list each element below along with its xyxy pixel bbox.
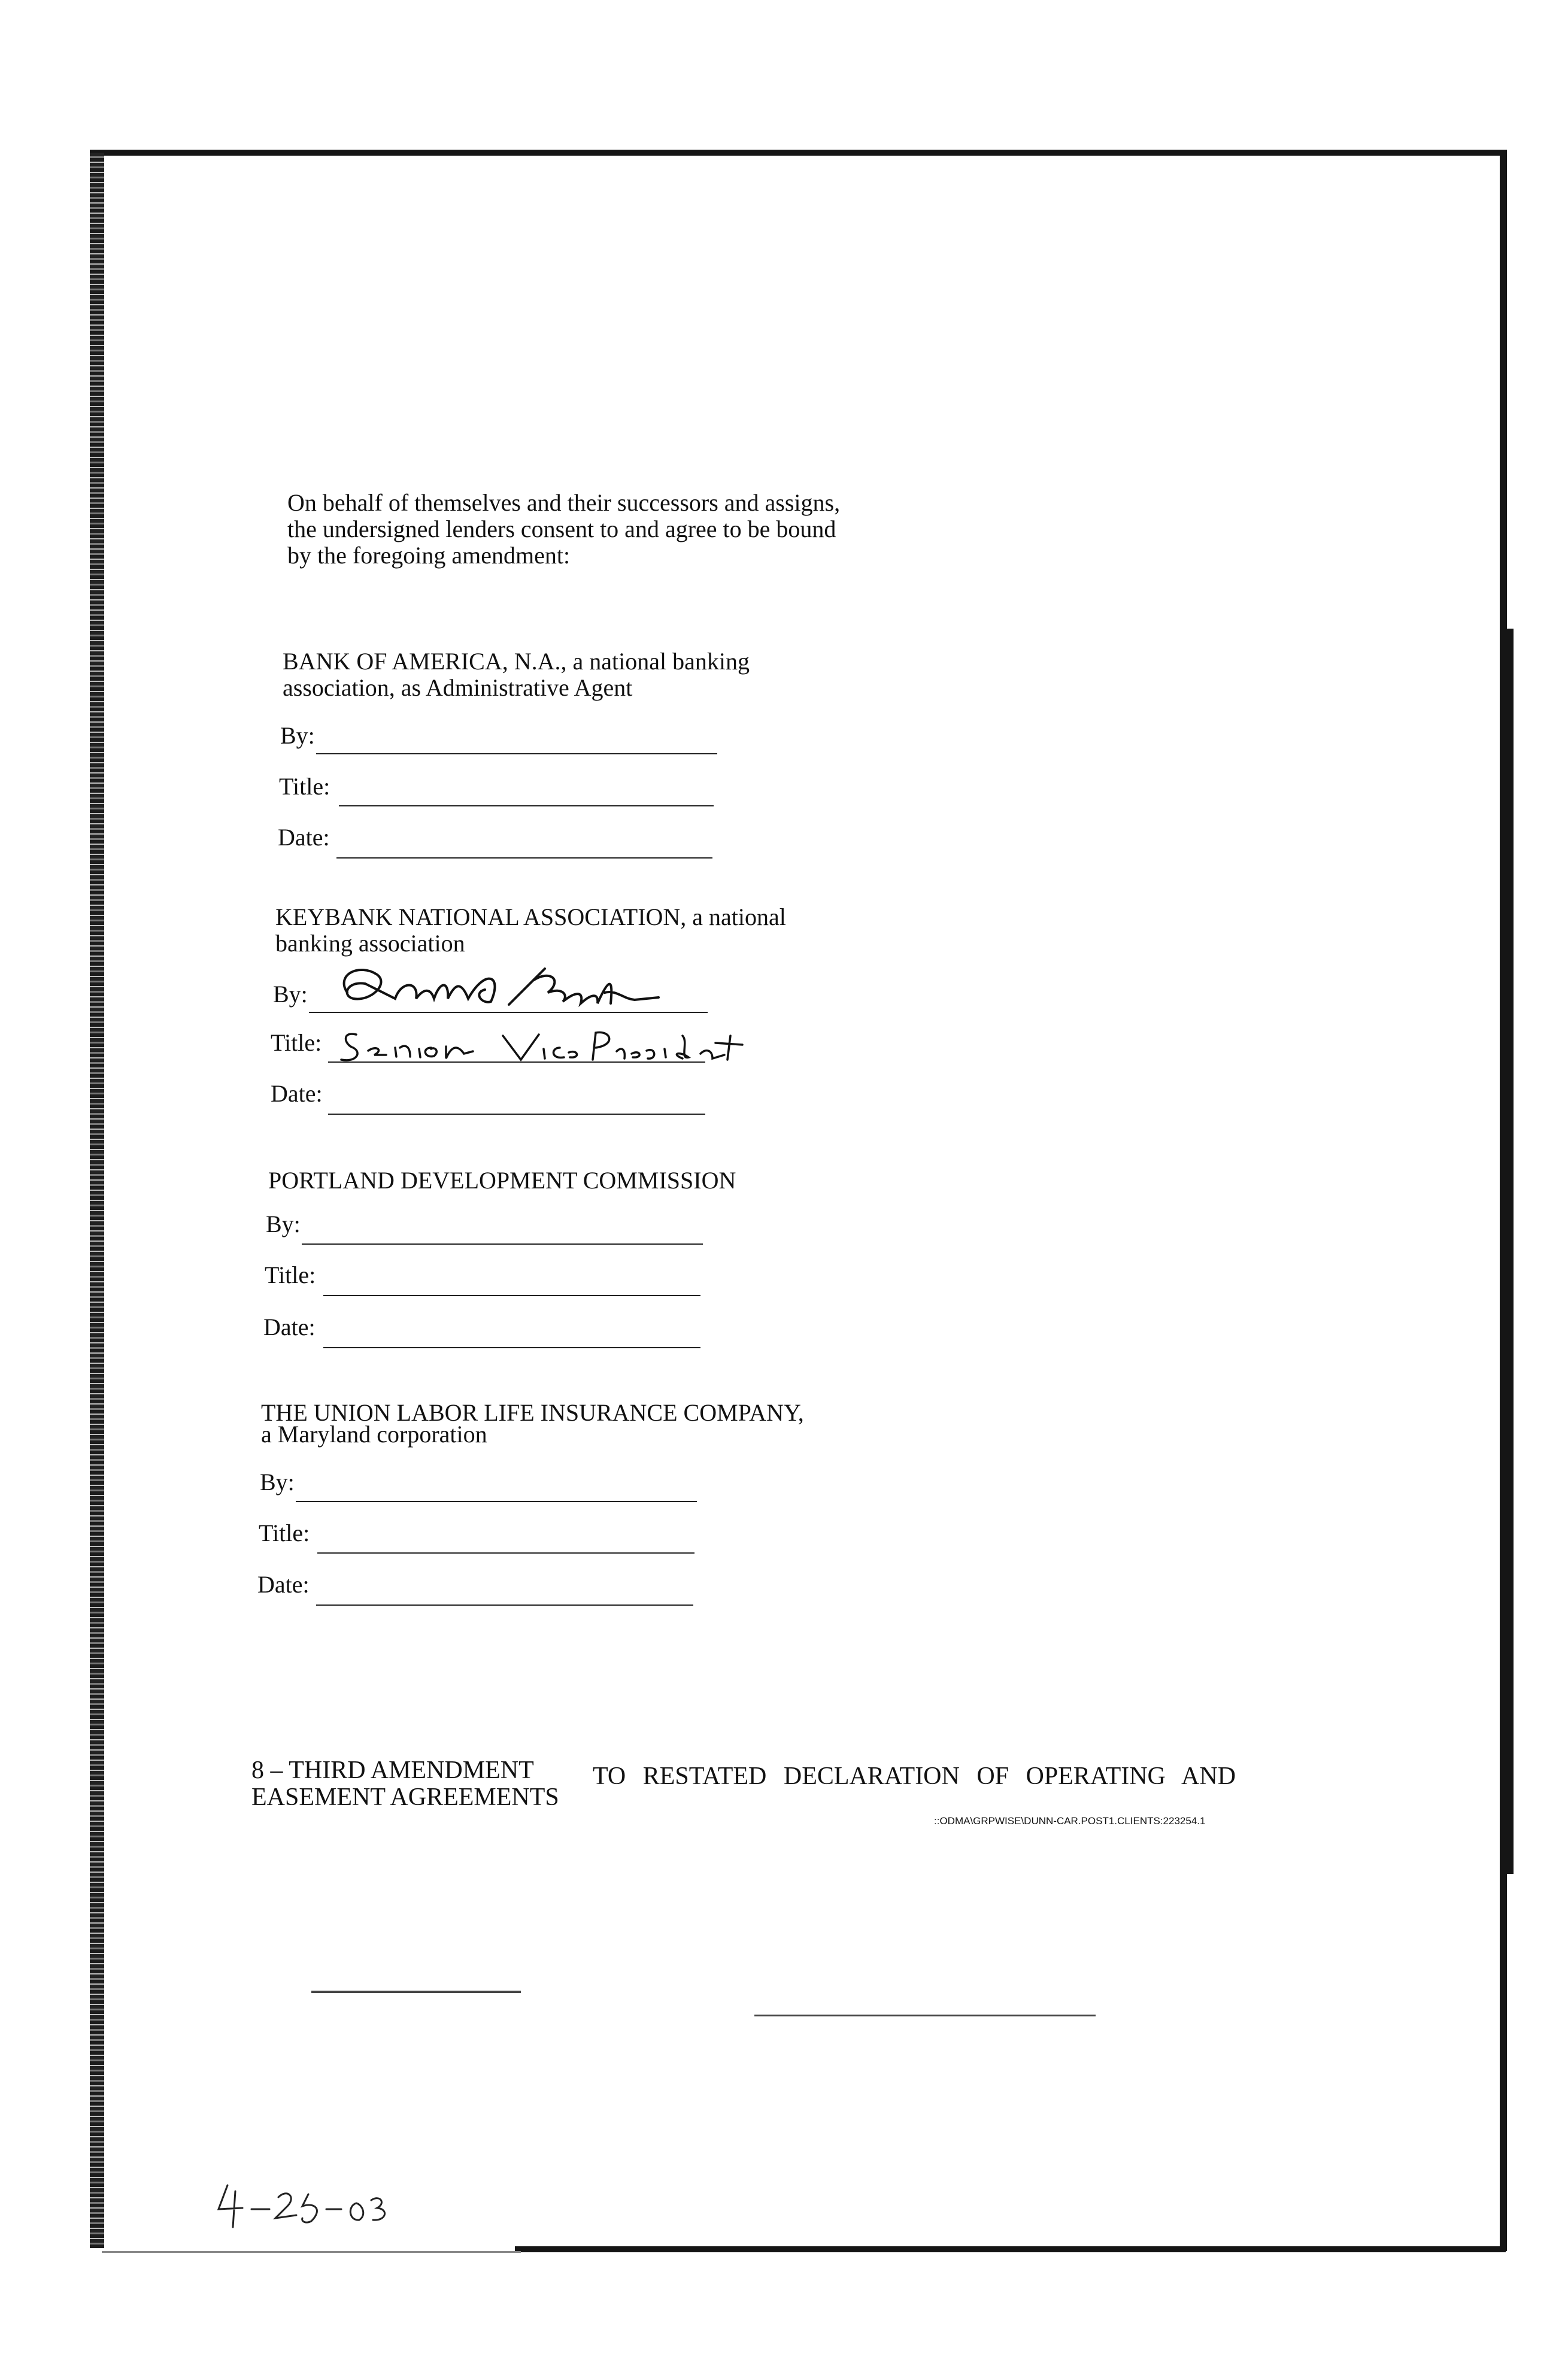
page-border-left: [90, 153, 104, 2248]
page-border-top: [90, 150, 1506, 156]
page-border-bottom: [515, 2246, 1506, 2252]
date-label: Date:: [263, 1314, 316, 1340]
date-label: Date:: [257, 1571, 310, 1598]
date-line[interactable]: [336, 857, 712, 859]
intro-line: by the foregoing amendment:: [287, 542, 571, 569]
lender-name-cont: association, as Administrative Agent: [283, 674, 633, 701]
by-signature-line[interactable]: [316, 753, 717, 754]
date-line[interactable]: [323, 1347, 700, 1348]
handwritten-signature: [311, 957, 683, 1017]
scan-mark: [1503, 629, 1514, 1874]
scan-mark: [754, 2015, 1096, 2016]
by-label: By:: [266, 1211, 301, 1237]
lender-name: PORTLAND DEVELOPMENT COMMISSION: [268, 1167, 736, 1194]
lender-name-cont: a Maryland corporation: [261, 1421, 487, 1448]
lender-name: BANK OF AMERICA, N.A., a national banking: [283, 648, 750, 675]
handwritten-title: [329, 1018, 736, 1072]
by-signature-line[interactable]: [302, 1243, 703, 1245]
by-label: By:: [280, 722, 315, 749]
handwritten-date: [213, 2179, 392, 2233]
date-label: Date:: [278, 824, 330, 851]
title-line[interactable]: [323, 1295, 700, 1296]
title-label: Title:: [265, 1261, 316, 1288]
by-label: By:: [273, 981, 308, 1008]
title-label: Title:: [279, 773, 330, 800]
by-signature-line[interactable]: [296, 1501, 697, 1502]
by-label: By:: [260, 1469, 295, 1496]
intro-line: the undersigned lenders consent to and agree to be bound: [287, 515, 836, 542]
scan-mark: [311, 1991, 521, 1993]
footer-title-cont: TO RESTATED DECLARATION OF OPERATING AND: [593, 1763, 1236, 1790]
title-label: Title:: [259, 1519, 310, 1546]
footer-title-line2: EASEMENT AGREEMENTS: [251, 1784, 559, 1811]
footer-title: 8 – THIRD AMENDMENT: [251, 1757, 534, 1784]
lender-name: KEYBANK NATIONAL ASSOCIATION, a national: [275, 903, 786, 930]
date-label: Date:: [271, 1080, 323, 1107]
title-label: Title:: [271, 1029, 322, 1056]
title-line[interactable]: [317, 1552, 694, 1554]
lender-name-cont: banking association: [275, 930, 465, 957]
date-line[interactable]: [328, 1114, 705, 1115]
intro-line: On behalf of themselves and their successors and assigns,: [287, 489, 841, 516]
title-line[interactable]: [339, 805, 714, 806]
page-border-bottom-faint: [102, 2251, 521, 2253]
lender-name: THE UNION LABOR LIFE INSURANCE COMPANY,: [261, 1399, 804, 1426]
date-line[interactable]: [316, 1604, 693, 1606]
document-code: ::ODMA\GRPWISE\DUNN-CAR.POST1.CLIENTS:223254.1: [934, 1815, 1206, 1827]
